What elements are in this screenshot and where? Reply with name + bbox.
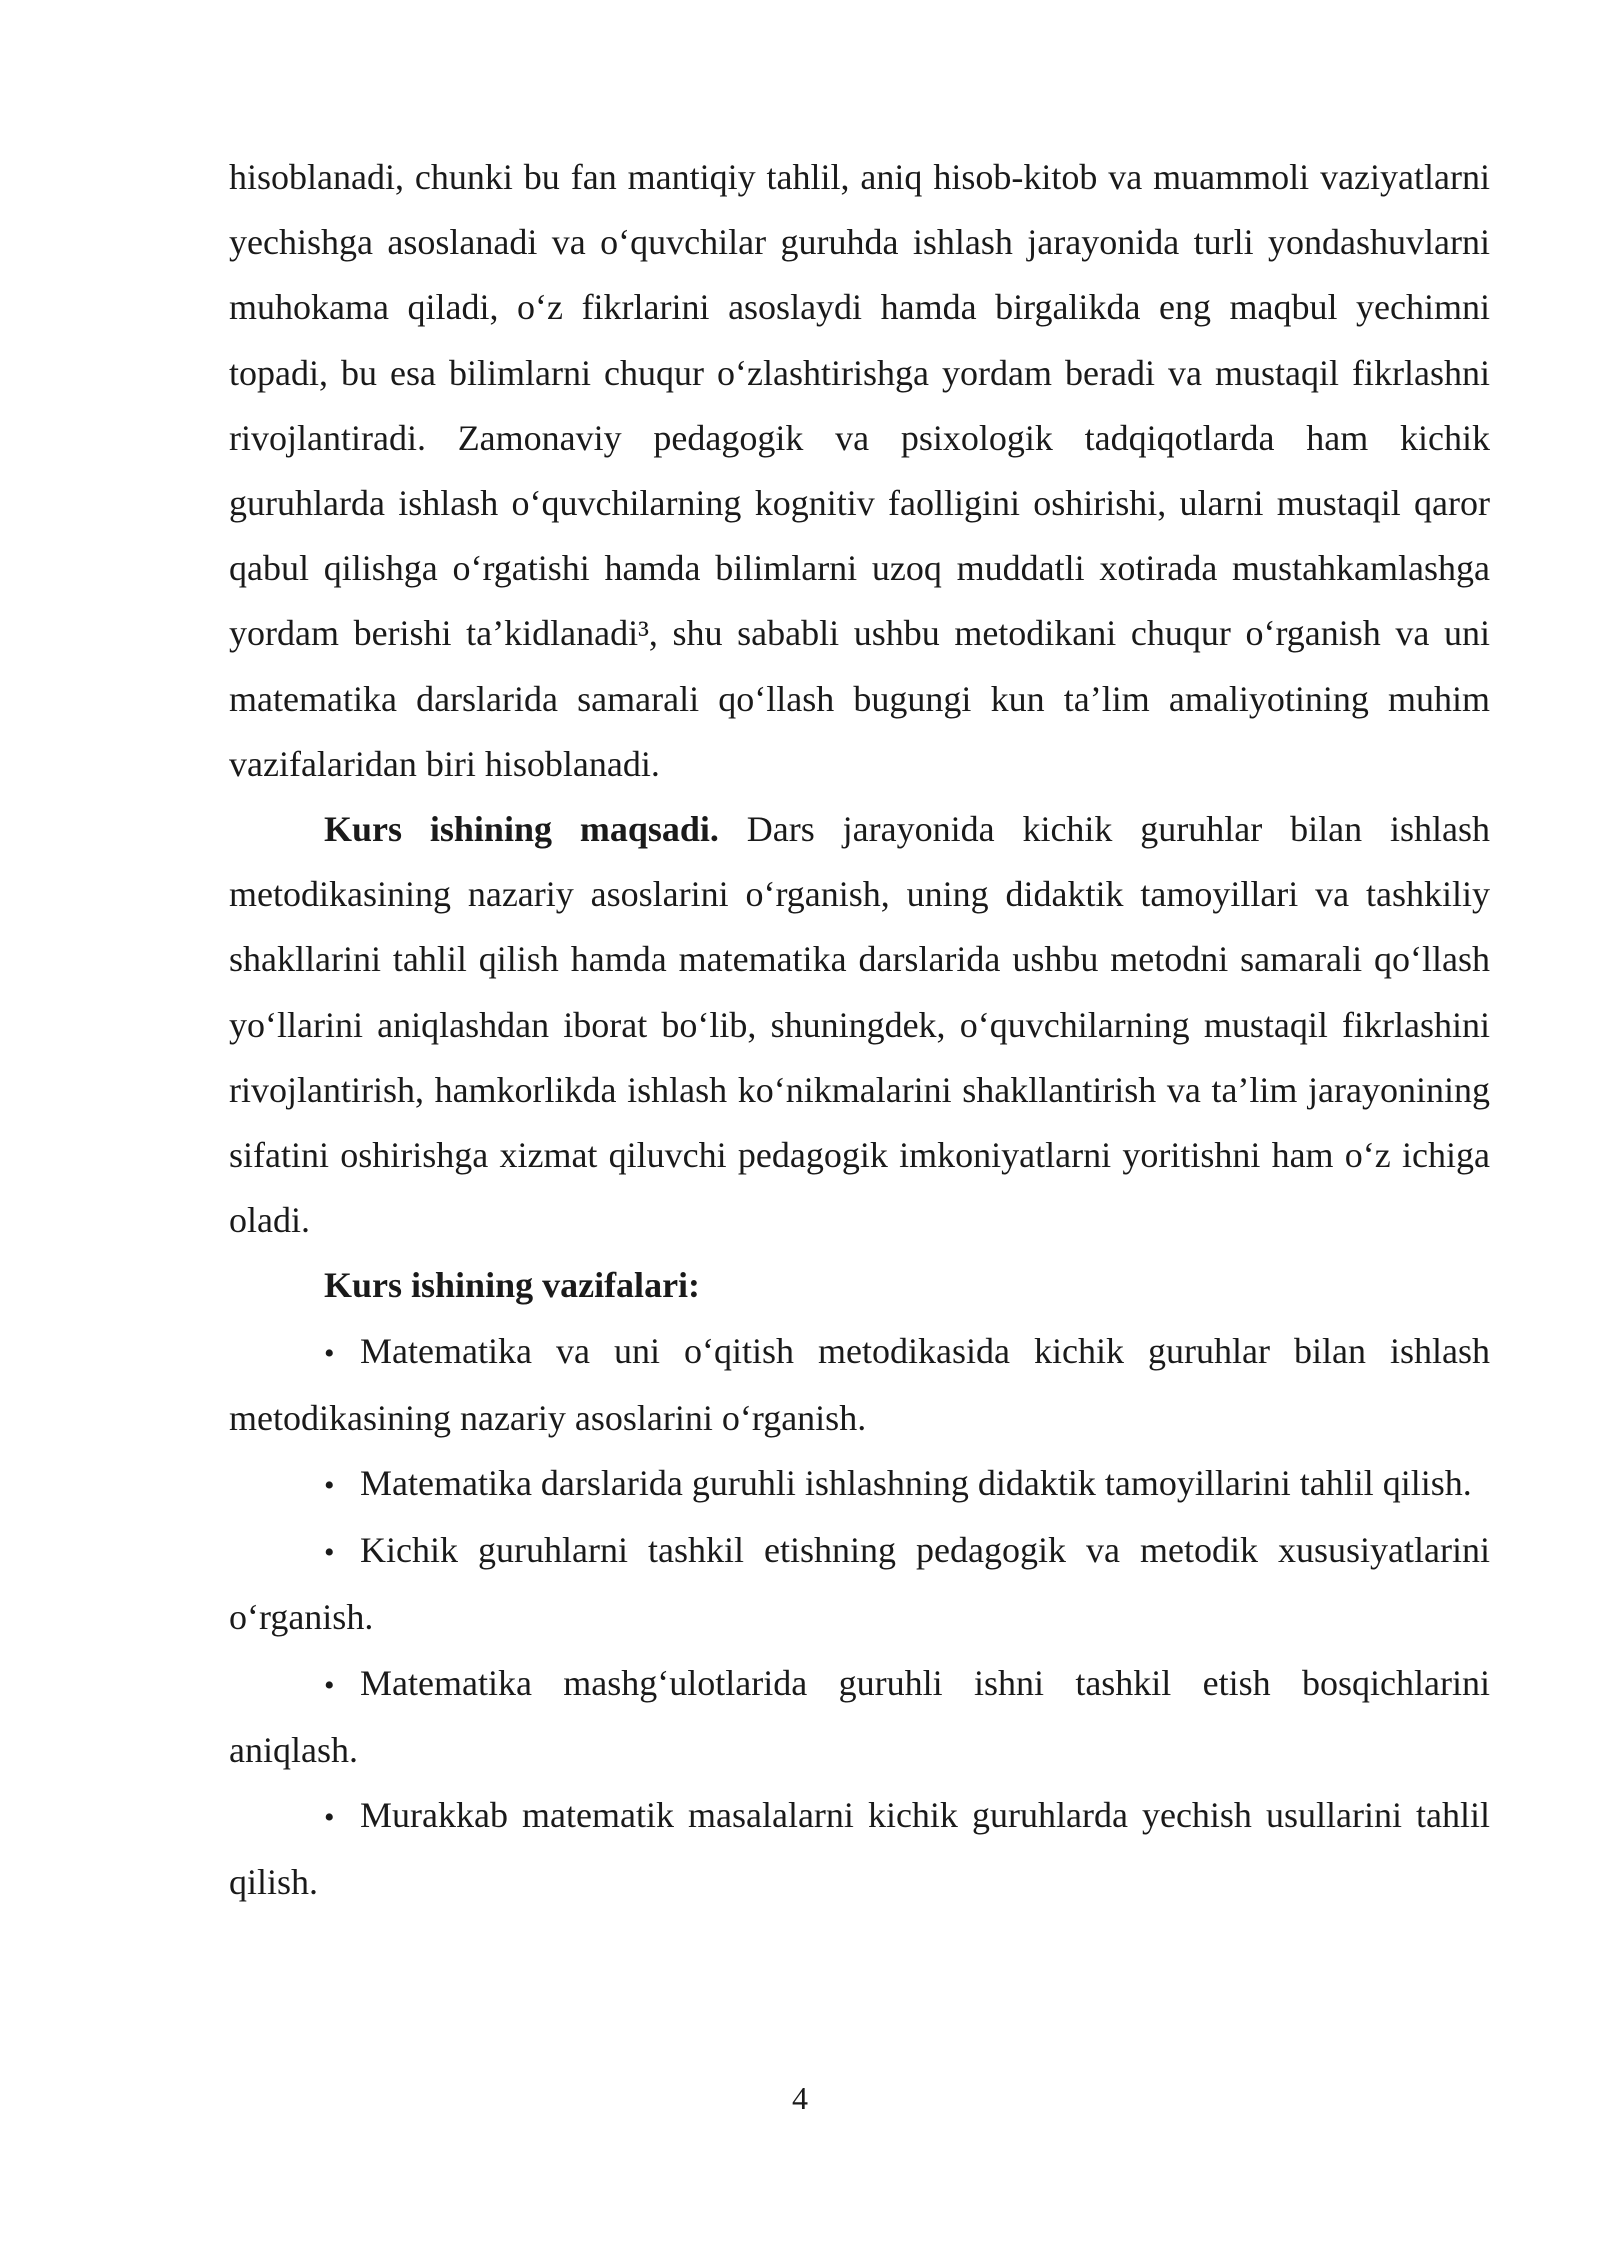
task-item-3 [229, 1518, 1490, 1650]
task-item-4 [229, 1651, 1490, 1783]
goal-paragraph [229, 797, 1490, 1253]
task-item-2 [229, 1451, 1490, 1518]
document-page [229, 145, 1490, 1915]
task-item-1 [229, 1319, 1490, 1451]
task-text: Murakkab matematik masalalarni kichik guruhlarda yechish usullarini tahlil qilish. [229, 1795, 1490, 1903]
bullet-icon: • [324, 1536, 335, 1570]
bullet-icon: • [324, 1336, 335, 1370]
task-text: Matematika va uni o‘qitish metodikasida kichik guruhlar bilan ishlash metodikasining nazariy asoslarini o‘rganish. [229, 1330, 1490, 1438]
page-number: 4 [792, 2080, 808, 2116]
task-text: Kichik guruhlarni tashkil etishning pedagogik va metodik xususiyatlarini o‘rganish. [229, 1530, 1490, 1638]
intro-paragraph: hisoblanadi, chunki bu fan mantiqiy tahlil, aniq hisob-kitob va muammoli vaziyatlarni yechishga asoslanadi va o‘quvchilar guruhda ishlash jarayonida turli yondashuvlarni muhokama qiladi, o‘z fikrlarini asoslaydi hamda birgalikda eng maqbul yechimni topadi, bu esa bilimlarni chuqur o‘zlashtirishga yordam beradi va mustaqil fikrlashni rivojlantiradi. Zamonaviy pedagogik va psixologik tadqiqotlarda ham kichik guruhlarda ishlash o‘quvchilarning kognitiv faolligini oshirishi, ularni mustaqil qaror qabul qilishga o‘rgatishi hamda bilimlarni uzoq muddatli xotirada mustahkamlashga yordam berishi ta’kidlanadi³, shu sababli ushbu metodikani chuqur o‘rganish va uni matematika darslarida samarali qo‘llash bugungi kun ta’lim amaliyotining muhim vazifalaridan biri hisoblanadi. [229, 157, 1490, 784]
goal-heading: Kurs ishining maqsadi. [324, 809, 719, 850]
bullet-icon: • [324, 1469, 335, 1503]
task-text: Matematika mashg‘ulotlarida guruhli ishni tashkil etish bosqichlarini aniqlash. [229, 1662, 1490, 1770]
bullet-icon: • [324, 1801, 335, 1835]
tasks-heading: Kurs ishining vazifalari: [324, 1265, 701, 1306]
task-text: Matematika darslarida guruhli ishlashning didaktik tamoyillarini tahlil qilish. [360, 1463, 1472, 1504]
goal-text: Dars jarayonida kichik guruhlar bilan ishlash metodikasining nazariy asoslarini o‘rganish, uning didaktik tamoyillari va tashkiliy shakllarini tahlil qilish hamda matematika darslarida ushbu metodni samarali qo‘llash yo‘llarini aniqlashdan iborat bo‘lib, shuningdek, o‘quvchilarning mustaqil fikrlashini rivojlantirish, hamkorlikda ishlash ko‘nikmalarini shakllantirish va ta’lim jarayonining sifatini oshirishga xizmat qiluvchi pedagogik imkoniyatlarni yoritishni ham o‘z ichiga oladi. [229, 809, 1491, 1241]
task-item-5 [229, 1783, 1490, 1915]
bullet-icon: • [324, 1668, 335, 1702]
